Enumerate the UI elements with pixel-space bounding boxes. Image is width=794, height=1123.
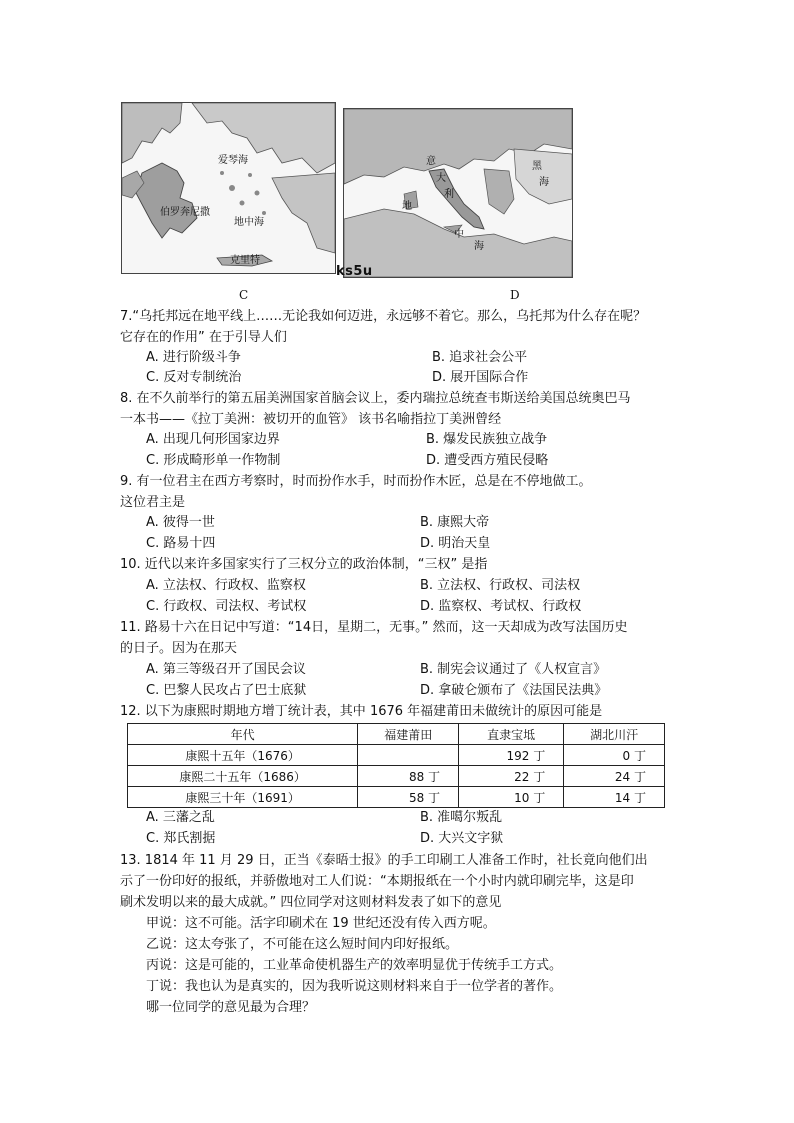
q9-option-a: A. 彼得一世 xyxy=(146,515,215,530)
q10-option-d: D. 监察权、考试权、行政权 xyxy=(420,599,582,614)
label-aegean: 爱琴海 xyxy=(218,155,248,166)
table-row xyxy=(128,787,665,808)
q11-option-a: A. 第三等级召开了国民会议 xyxy=(146,662,306,677)
q10-option-a: A. 立法权、行政权、监察权 xyxy=(146,578,306,593)
q12-option-c: C. 郑氏割据 xyxy=(146,831,216,846)
q12-option-b: B. 准噶尔叛乱 xyxy=(420,810,503,825)
q7-option-d: D. 展开国际合作 xyxy=(432,370,529,385)
table-cell: 24 丁 xyxy=(564,766,665,787)
label-black-1: 黑 xyxy=(532,161,542,172)
q8-option-d: D. 遭受西方殖民侵略 xyxy=(426,453,549,468)
label-peloponnese: 伯罗奔尼撒 xyxy=(160,207,210,218)
q7-stem-line2: 它存在的作用” 在于引导人们 xyxy=(120,330,287,345)
table-cell: 康熙三十年（1691） xyxy=(128,787,358,808)
q12-stem-line1: 12. 以下为康熙时期地方增丁统计表，其中 1676 年福建莆田未做统计的原因可能是 xyxy=(120,704,603,719)
q7-stem-line1: 7.“乌托邦远在地平线上……无论我如何迈进，永远够不着它。那么，乌托邦为什么存在呢？ xyxy=(120,309,647,324)
q12-population-table xyxy=(127,723,665,808)
q13-question: 哪一位同学的意见最为合理？ xyxy=(146,1000,316,1015)
q9-stem-line2: 这位君主是 xyxy=(120,495,186,510)
q13-opinion-ding: 丁说：我也认为是真实的，因为我听说这则材料来自于一位学者的著作。 xyxy=(146,979,563,994)
label-crete: 克里特 xyxy=(230,255,260,266)
q9-option-d: D. 明治天皇 xyxy=(420,536,491,551)
table-cell: 88 丁 xyxy=(358,766,459,787)
q10-option-c: C. 行政权、司法权、考试权 xyxy=(146,599,307,614)
q12-option-a: A. 三藩之乱 xyxy=(146,810,215,825)
table-header-cell: 年代 xyxy=(128,724,358,745)
q7-option-a: A. 进行阶级斗争 xyxy=(146,350,241,365)
q11-option-c: C. 巴黎人民攻占了巴士底狱 xyxy=(146,683,307,698)
q7-option-b: B. 追求社会公平 xyxy=(432,350,528,365)
label-black-2: 海 xyxy=(539,177,549,188)
table-cell xyxy=(358,745,459,766)
watermark-text: ks5u xyxy=(336,264,373,279)
label-italy-3: 利 xyxy=(444,189,454,200)
q9-stem-line1: 9. 有一位君主在西方考察时，时而扮作水手，时而扮作木匠，总是在不停地做工。 xyxy=(120,474,592,489)
q8-option-a: A. 出现几何形国家边界 xyxy=(146,432,280,447)
q9-option-b: B. 康熙大帝 xyxy=(420,515,490,530)
table-cell: 10 丁 xyxy=(459,787,564,808)
greece-map-drawing xyxy=(122,103,335,273)
q9-option-c: C. 路易十四 xyxy=(146,536,216,551)
table-row xyxy=(128,745,665,766)
map-d-caption: D xyxy=(510,288,520,302)
q11-stem-line2: 的日子。因为在那天 xyxy=(120,641,238,656)
map-c-greece xyxy=(121,102,336,274)
q8-option-b: B. 爆发民族独立战争 xyxy=(426,432,548,447)
q11-option-b: B. 制宪会议通过了《人权宣言》 xyxy=(420,662,607,677)
table-cell: 58 丁 xyxy=(358,787,459,808)
q13-stem-line3: 刷术发明以来的最大成就。” 四位同学对这则材料发表了如下的意见 xyxy=(120,895,502,910)
map-c-caption: C xyxy=(239,288,249,302)
table-cell: 22 丁 xyxy=(459,766,564,787)
italy-map-drawing xyxy=(344,109,572,277)
table-header-row xyxy=(128,724,665,745)
q13-opinion-yi: 乙说：这太夸张了，不可能在这么短时间内印好报纸。 xyxy=(146,937,459,952)
q8-stem-line2: 一本书——《拉丁美洲：被切开的血管》 该书名喻指拉丁美洲曾经 xyxy=(120,412,502,427)
table-cell: 0 丁 xyxy=(564,745,665,766)
label-med-3: 海 xyxy=(474,241,484,252)
q10-option-b: B. 立法权、行政权、司法权 xyxy=(420,578,581,593)
label-italy-1: 意 xyxy=(426,156,436,167)
table-header-cell: 湖北川汗 xyxy=(564,724,665,745)
q12-option-d: D. 大兴文字狱 xyxy=(420,831,504,846)
q7-option-c: C. 反对专制统治 xyxy=(146,370,242,385)
q13-opinion-jia: 甲说：这不可能。活字印刷术在 19 世纪还没有传入西方呢。 xyxy=(146,916,496,931)
q11-option-d: D. 拿破仑颁布了《法国民法典》 xyxy=(420,683,608,698)
table-row xyxy=(128,766,665,787)
q8-option-c: C. 形成畸形单一作物制 xyxy=(146,453,281,468)
table-cell: 14 丁 xyxy=(564,787,665,808)
label-mediterranean: 地中海 xyxy=(234,217,264,228)
map-d-italy xyxy=(343,108,573,278)
q10-stem-line1: 10. 近代以来许多国家实行了三权分立的政治体制，“三权” 是指 xyxy=(120,557,488,572)
label-med-1: 地 xyxy=(402,201,412,212)
table-header-cell: 福建莆田 xyxy=(358,724,459,745)
q8-stem-line1: 8. 在不久前举行的第五届美洲国家首脑会议上，委内瑞拉总统查韦斯送给美国总统奥巴马 xyxy=(120,391,631,406)
table-cell: 192 丁 xyxy=(459,745,564,766)
label-italy-2: 大 xyxy=(436,173,446,184)
table-header-cell: 直隶宝坻 xyxy=(459,724,564,745)
q13-stem-line1: 13. 1814 年 11 月 29 日，正当《泰晤士报》的手工印刷工人准备工作时，社长竟向他们出 xyxy=(120,853,648,868)
q13-opinion-bing: 丙说：这是可能的，工业革命使机器生产的效率明显优于传统手工方式。 xyxy=(146,958,563,973)
table-cell: 康熙十五年（1676） xyxy=(128,745,358,766)
q13-stem-line2: 示了一份印好的报纸，并骄傲地对工人们说：“本期报纸在一个小时内就印刷完毕，这是印 xyxy=(120,874,634,889)
table-cell: 康熙二十五年（1686） xyxy=(128,766,358,787)
label-med-2: 中 xyxy=(454,229,464,240)
q11-stem-line1: 11. 路易十六在日记中写道：“14日，星期二，无事。” 然而，这一天却成为改写法国历史 xyxy=(120,620,628,635)
